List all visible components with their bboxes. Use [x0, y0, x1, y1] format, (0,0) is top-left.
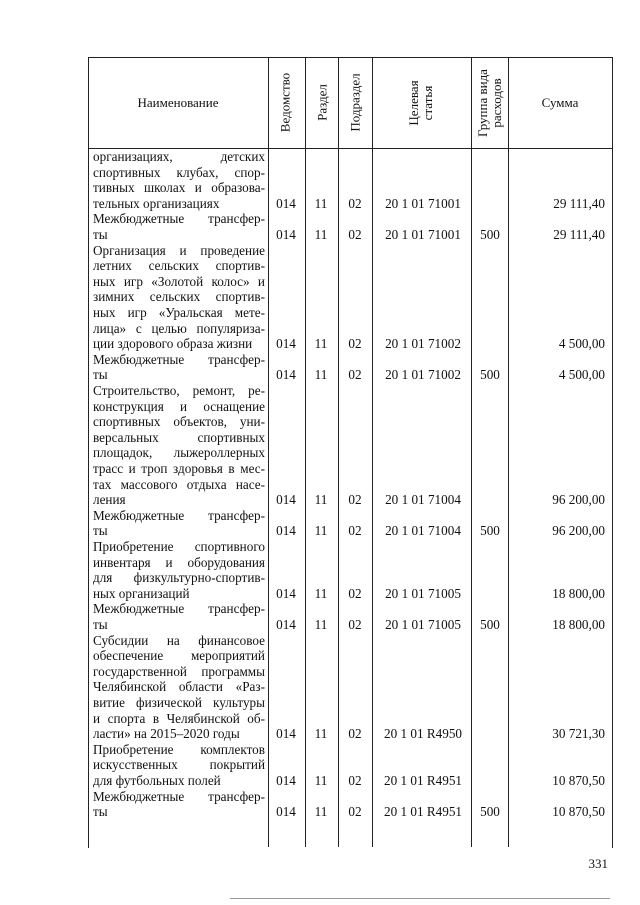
row-celevaya-statya: 20 1 01 R4951: [383, 804, 463, 820]
row-name-line: Межбюджетные трансфер-: [93, 601, 265, 617]
row-vedomstvo: 014: [276, 523, 296, 539]
row-name: [93, 742, 265, 789]
page-number: 331: [588, 856, 608, 871]
column-divider: [268, 57, 269, 847]
row-podrazdel: 02: [348, 195, 362, 211]
row-summa: 18 800,00: [552, 585, 605, 601]
row-name-line: Межбюджетные трансфер-: [93, 788, 265, 804]
row-name-line: ления: [93, 492, 126, 508]
row-summa: 29 111,40: [553, 195, 605, 211]
row-name-line: ты: [93, 523, 108, 539]
header-vedomstvo: Ведомство: [277, 72, 293, 133]
row-name-line: тивных школах и образова-: [93, 180, 265, 196]
row-name-line: зимних сельских спортив-: [93, 289, 265, 305]
row-razdel: 11: [314, 492, 328, 508]
row-name-line: ты: [93, 367, 108, 383]
header-summa: Сумма: [541, 95, 579, 110]
row-name-line: Приобретение комплектов: [93, 741, 265, 757]
row-summa: 96 200,00: [552, 492, 605, 508]
row-name-line: Строительство, ремонт, ре-: [93, 383, 265, 398]
row-gruppa-vida: 500: [480, 367, 500, 383]
row-gruppa-vida: 500: [480, 804, 500, 820]
row-razdel: 11: [314, 726, 328, 742]
footer-line: [230, 898, 610, 899]
row-name-line: спортивных клубах, спор-: [93, 164, 265, 180]
row-name-line: ных игр «Золотой колос» и: [93, 273, 265, 289]
header-gruppa-line2: расходов: [489, 78, 504, 128]
row-vedomstvo: 014: [276, 336, 296, 352]
row-podrazdel: 02: [348, 226, 362, 242]
row-name-line: ных организаций: [93, 585, 190, 601]
row-podrazdel: 02: [348, 726, 362, 742]
row-celevaya-statya: 20 1 01 71002: [385, 367, 461, 383]
row-name: [93, 601, 265, 632]
row-celevaya-statya: 20 1 01 71004: [385, 523, 461, 539]
row-summa: 96 200,00: [552, 523, 605, 539]
row-razdel: 11: [314, 523, 328, 539]
row-podrazdel: 02: [348, 616, 362, 632]
row-name-line: летних сельских спортив-: [93, 258, 265, 274]
row-name-line: Межбюджетные трансфер-: [93, 351, 265, 367]
row-podrazdel: 02: [348, 367, 362, 383]
row-vedomstvo: 014: [276, 226, 296, 242]
row-celevaya-statya: 20 1 01 71002: [385, 336, 461, 352]
row-name-line: Приобретение спортивного: [93, 539, 265, 554]
row-name-line: искусственных покрытий: [93, 757, 265, 773]
row-razdel: 11: [314, 585, 328, 601]
row-name: [93, 211, 265, 242]
row-celevaya-statya: 20 1 01 71001: [385, 226, 461, 242]
row-vedomstvo: 014: [276, 367, 296, 383]
header-celevaya-line2: статья: [420, 85, 435, 121]
row-name-line: инвентаря и оборудования: [93, 554, 265, 570]
header-celevaya-line1: Целевая: [406, 80, 421, 126]
row-summa: 29 111,40: [553, 226, 605, 242]
row-gruppa-vida: 500: [480, 226, 500, 242]
row-name: [93, 539, 265, 601]
row-name: [93, 633, 265, 742]
row-name-line: ных игр «Уральская мете-: [93, 304, 265, 320]
row-name: [93, 789, 265, 820]
row-gruppa-vida: 500: [480, 523, 500, 539]
row-podrazdel: 02: [348, 772, 362, 788]
row-summa: 4 500,00: [558, 336, 605, 352]
column-divider: [372, 57, 373, 847]
row-name-line: спортивных объектов, уни-: [93, 414, 265, 430]
row-summa: 4 500,00: [558, 367, 605, 383]
row-name: [93, 508, 265, 539]
row-summa: 18 800,00: [552, 616, 605, 632]
row-name-line: площадок, лыжероллерных: [93, 445, 265, 461]
row-name-line: тельных организациях: [93, 195, 220, 211]
row-summa: 30 721,30: [552, 726, 605, 742]
row-name: [93, 383, 265, 508]
row-name-line: ты: [93, 226, 108, 242]
row-vedomstvo: 014: [276, 616, 296, 632]
row-name-line: Субсидии на финансовое: [93, 632, 265, 648]
row-vedomstvo: 014: [276, 492, 296, 508]
row-podrazdel: 02: [348, 585, 362, 601]
row-name-line: и спорта в Челябинской об-: [93, 710, 265, 726]
row-podrazdel: 02: [348, 804, 362, 820]
row-razdel: 11: [314, 772, 328, 788]
row-razdel: 11: [314, 804, 328, 820]
row-podrazdel: 02: [348, 523, 362, 539]
header-razdel: Раздел: [314, 84, 330, 121]
row-name-line: для физкультурно-спортив-: [93, 570, 265, 586]
row-razdel: 11: [314, 195, 328, 211]
header-gruppa-vida: [476, 53, 504, 153]
row-name-line: тах массового отдыха насе-: [93, 476, 265, 492]
row-gruppa-vida: 500: [480, 616, 500, 632]
row-vedomstvo: 014: [276, 772, 296, 788]
row-name-line: ласти» на 2015–2020 годы: [93, 726, 240, 742]
row-summa: 10 870,50: [552, 804, 605, 820]
row-razdel: 11: [314, 616, 328, 632]
column-divider: [338, 57, 339, 847]
column-divider: [471, 57, 472, 847]
row-name-line: государственной программы: [93, 663, 265, 679]
row-name: [93, 352, 265, 383]
row-celevaya-statya: 20 1 01 71001: [385, 195, 461, 211]
row-celevaya-statya: 20 1 01 R4951: [383, 772, 463, 788]
row-razdel: 11: [314, 226, 328, 242]
row-name-line: ции здорового образа жизни: [93, 336, 253, 352]
row-name: [93, 243, 265, 352]
row-celevaya-statya: 20 1 01 71004: [385, 492, 461, 508]
row-name-line: обеспечение мероприятий: [93, 648, 265, 664]
row-podrazdel: 02: [348, 336, 362, 352]
row-summa: 10 870,50: [552, 772, 605, 788]
row-name-line: ты: [93, 616, 108, 632]
row-vedomstvo: 014: [276, 195, 296, 211]
row-name-line: витие физической культуры: [93, 694, 265, 710]
row-vedomstvo: 014: [276, 585, 296, 601]
row-celevaya-statya: 20 1 01 71005: [385, 585, 461, 601]
row-celevaya-statya: 20 1 01 R4950: [383, 726, 463, 742]
row-name-line: ты: [93, 804, 108, 820]
header-gruppa-line1: Группа вида: [475, 69, 490, 137]
row-razdel: 11: [314, 336, 328, 352]
row-name-line: Межбюджетные трансфер-: [93, 507, 265, 523]
row-name-line: для футбольных полей: [93, 772, 221, 788]
row-name-line: Челябинской области «Раз-: [93, 679, 265, 695]
row-name-line: версальных спортивных: [93, 429, 265, 445]
header-name: Наименование: [137, 95, 219, 110]
row-name-line: Организация и проведение: [93, 242, 265, 258]
row-podrazdel: 02: [348, 492, 362, 508]
header-podrazdel: Подраздел: [347, 73, 363, 132]
row-name: [93, 149, 265, 211]
row-vedomstvo: 014: [276, 726, 296, 742]
row-name-line: лица» с целью популяриза-: [93, 320, 265, 336]
row-name-line: организациях, детских: [93, 149, 265, 164]
column-divider: [305, 57, 306, 847]
column-divider: [508, 57, 509, 847]
header-celevaya-statya: [407, 53, 435, 153]
row-celevaya-statya: 20 1 01 71005: [385, 616, 461, 632]
row-name-line: трасс и троп здоровья в мес-: [93, 460, 265, 476]
row-vedomstvo: 014: [276, 804, 296, 820]
row-name-line: конструкция и оснащение: [93, 398, 265, 414]
row-razdel: 11: [314, 367, 328, 383]
row-name-line: Межбюджетные трансфер-: [93, 211, 265, 227]
